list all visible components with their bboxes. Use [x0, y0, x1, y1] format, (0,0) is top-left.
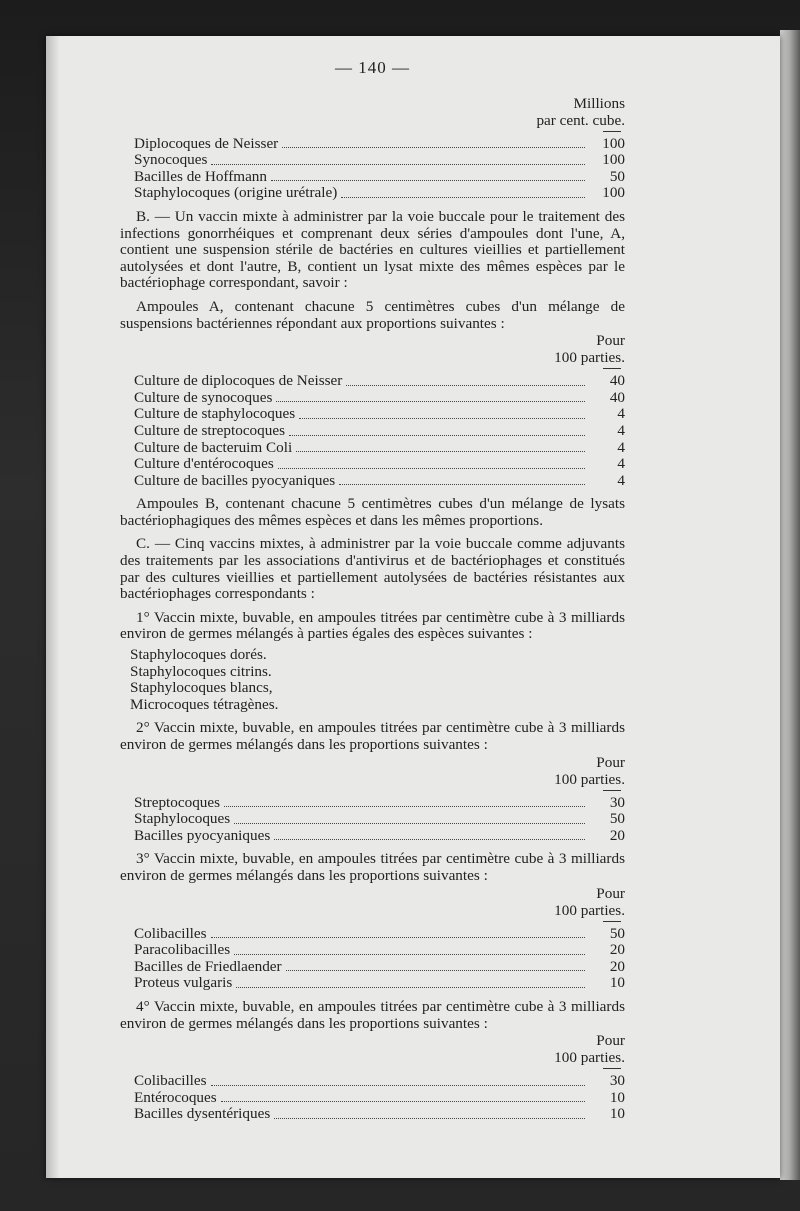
unit-dash — [603, 921, 621, 922]
table-row: Colibacilles 30 — [134, 1072, 625, 1090]
table-row: Entérocoques 10 — [134, 1088, 625, 1106]
paragraph-ampoules-b: Ampoules B, contenant chacune 5 centimètres cubes d'un mélange de lysats bactériophagiques des mêmes espèces et dans les mêmes proportions. — [120, 495, 625, 529]
paragraph-ampoules-a: Ampoules A, contenant chacune 5 centimètres cubes d'un mélange de suspensions bactériennes répondant aux proportions suivantes : — [120, 297, 625, 332]
unit-line-1: Pour — [596, 753, 625, 771]
table-millions — [120, 95, 625, 202]
unit-dash — [603, 790, 621, 791]
unit-header — [120, 1032, 625, 1066]
paragraph-vaccin-1: 1° Vaccin mixte, buvable, en ampoules titrées par centimètre cube à 3 milliards environ de germes mélangés à parties égales des espèces suivantes : — [120, 608, 625, 643]
page-number: — 140 — — [335, 58, 410, 77]
table-row: Culture de streptocoques 4 — [134, 421, 625, 439]
table-row: Proteus vulgaris 10 — [134, 974, 625, 992]
table-row: Staphylocoques 50 — [134, 810, 625, 828]
paragraph-vaccin-4: 4° Vaccin mixte, buvable, en ampoules titrées par centimètre cube à 3 milliards environ de germes mélangés dans les proportions suivantes : — [120, 997, 625, 1032]
paragraph-vaccin-2: 2° Vaccin mixte, buvable, en ampoules titrées par centimètre cube à 3 milliards environ de germes mélangés dans les proportions suivantes : — [120, 719, 625, 753]
paragraph-b: B. — Un vaccin mixte à administrer par la voie buccale pour le traitement des infections gonorrhéiques et comprenant deux séries d'ampoules dont l'une, A, contient une suspension stérile de bactéries en cultures vieillies et partiellement autolysées et dont l'autre, B, contient un lysat mixte des mêmes espèces par le bactériophage correspondant, savoir : — [120, 207, 625, 292]
table-row: Bacilles de Friedlaender 20 — [134, 957, 625, 975]
unit-line-1: Pour — [596, 332, 625, 350]
list-item: Staphylocoques citrins. — [130, 662, 272, 680]
unit-header — [120, 332, 625, 366]
unit-header — [120, 95, 625, 129]
unit-line-2: par cent. cube. — [536, 111, 625, 129]
table-row: Culture de staphylocoques 4 — [134, 405, 625, 423]
table-row: Bacilles de Hoffmann 50 — [134, 167, 625, 185]
unit-line-1: Pour — [596, 884, 625, 902]
table-vaccin-3 — [120, 885, 625, 992]
unit-line-2: 100 parties. — [554, 1049, 625, 1067]
unit-line-2: 100 parties. — [554, 901, 625, 919]
unit-dash — [603, 131, 621, 132]
table-row: Culture de bacilles pyocyaniques 4 — [134, 471, 625, 489]
table-row: Synocoques 100 — [134, 151, 625, 169]
table-vaccin-4 — [120, 1032, 625, 1123]
table-vaccin-2 — [120, 754, 625, 845]
table-row: Culture d'entérocoques 4 — [134, 455, 625, 473]
unit-line-1: Pour — [596, 1032, 625, 1050]
page-content — [120, 60, 625, 1123]
unit-line-1: Millions — [573, 94, 625, 112]
unit-dash — [603, 368, 621, 369]
unit-line-2: 100 parties. — [554, 349, 625, 367]
table-row: Culture de diplocoques de Neisser 40 — [134, 372, 625, 390]
list-item: Microcoques tétragènes. — [130, 695, 279, 713]
paragraph-c: C. — Cinq vaccins mixtes, à administrer par la voie buccale comme adjuvants des traitements par les associations d'antivirus et de bactériophages et constitués par des cultures vieillies et partiellement autolysées de bactéries résistantes aux bactériophages correspondants : — [120, 535, 625, 603]
table-row: Streptocoques 30 — [134, 793, 625, 811]
table-row: Staphylocoques (origine urétrale) 100 — [134, 184, 625, 202]
table-row: Culture de synocoques 40 — [134, 388, 625, 406]
table-row: Bacilles dysentériques 10 — [134, 1105, 625, 1123]
vaccin-1-species-list — [120, 647, 625, 713]
table-row: Diplocoques de Neisser 100 — [134, 134, 625, 152]
table-row: Colibacilles 50 — [134, 924, 625, 942]
table-row: Bacilles pyocyaniques 20 — [134, 826, 625, 844]
table-row: Paracolibacilles 20 — [134, 941, 625, 959]
page-binding-edge — [46, 36, 60, 1178]
table-culture-proportions — [120, 332, 625, 489]
table-row: Culture de bacteruim Coli 4 — [134, 438, 625, 456]
paragraph-vaccin-3: 3° Vaccin mixte, buvable, en ampoules titrées par centimètre cube à 3 milliards environ de germes mélangés dans les proportions suivantes : — [120, 850, 625, 884]
unit-dash — [603, 1068, 621, 1069]
unit-header — [120, 754, 625, 788]
next-page-edge — [780, 30, 800, 1180]
list-item: Staphylocoques blancs, — [130, 679, 273, 697]
list-item: Staphylocoques dorés. — [130, 646, 267, 664]
unit-line-2: 100 parties. — [554, 770, 625, 788]
unit-header — [120, 885, 625, 919]
